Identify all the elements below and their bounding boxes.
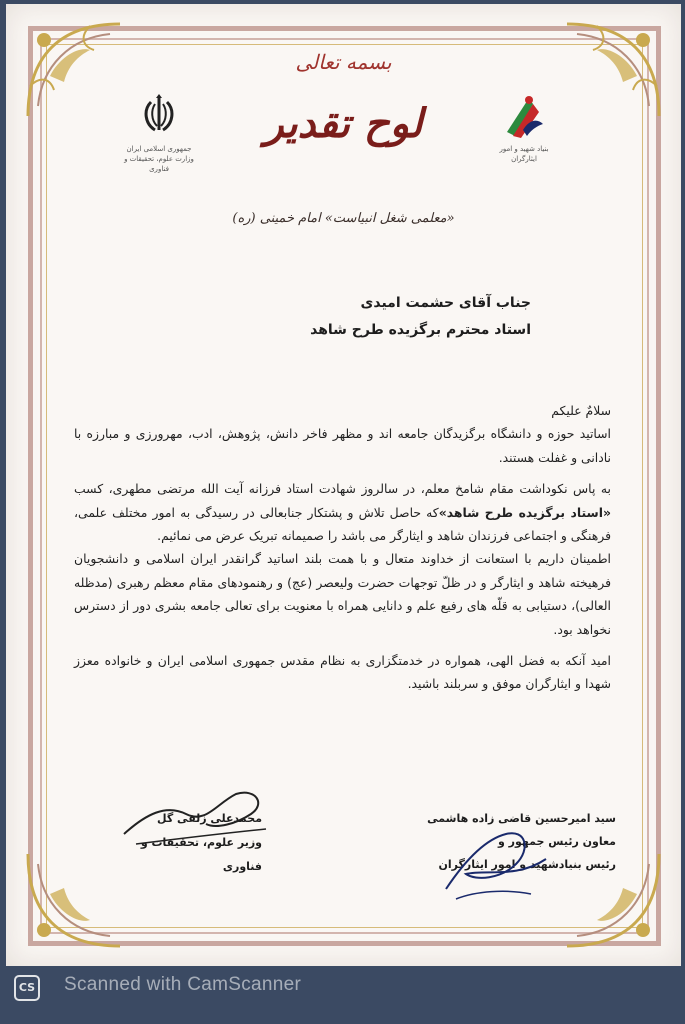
- scanner-watermark: Scanned with CamScanner: [64, 974, 302, 995]
- certificate-title: لوح تقدیر: [264, 100, 423, 147]
- ministry-caption: جمهوری اسلامی ایران: [126, 145, 192, 153]
- foundation-caption: بنیاد شهید و امور ایثارگران: [499, 145, 549, 163]
- recipient-title: استاد محترم برگزیده طرح شاهد: [310, 322, 531, 338]
- bismillah: بسمه تعالی: [295, 50, 392, 74]
- recipient-name: جناب آقای حشمت امیدی: [360, 295, 531, 311]
- signatory-title: رئیس بنیادشهید و امور ایثارگران: [438, 858, 616, 871]
- handwritten-signature-right: [436, 819, 556, 904]
- signatory-name: سید امیرحسین قاضی زاده هاشمی: [427, 812, 616, 825]
- signatory-title: معاون رئیس جمهور و: [498, 835, 616, 848]
- khomeini-quote: «معلمی شغل انبیاست» امام خمینی (ره): [232, 211, 455, 226]
- paragraph-text: که حاصل تلاش و پشتکار جنابعالی در رسیدگی به امور مختلف علمی، فرهنگی و اجتماعی فرزندان شاهد و ایثارگر می باشد را صمیمانه تبریک عرض می نمائیم.: [74, 504, 611, 544]
- paragraph: اساتید حوزه و دانشگاه برگزیدگان جامعه اند و مظهر فاخر دانش، پژوهش، ادب، مهرورزی و مبارزه با نادانی و غفلت هستند.: [74, 426, 611, 465]
- signatory-title: وزیر علوم، تحقیقات و فناوری: [140, 836, 262, 873]
- award-name: «استاد برگزیده طرح شاهد»: [438, 504, 611, 520]
- certificate-body: [74, 399, 611, 696]
- recipient-block: [131, 290, 531, 344]
- greeting: سلامٌ علیکم: [551, 403, 611, 418]
- paragraph-text: به پاس نکوداشت مقام شامخ معلم، در سالروز شهادت استاد فرزانه آیت الله مرتضی مطهری، کسب: [74, 481, 611, 497]
- paragraph: اطمینان داریم با استعانت از خداوند متعال و با همت بلند اساتید گرانقدر ایران اسلامی و دانشجویان فرهیخته شاهد و ایثارگر و در ظلّ توجهات حضرت ولیعصر (عج) و رهنمودهای مقام معظم رهبری (مدظله العالی)، دستیابی به قلّه های رفیع علم و دانایی همراه با معنویت برای تعالی جامعه بشری دور از دسترس نخواهد بود.: [74, 551, 611, 637]
- camscanner-badge: CS: [14, 975, 40, 1001]
- ministry-caption: وزارت علوم، تحقیقات و فناوری: [124, 155, 194, 173]
- paragraph: امید آنکه به فضل الهی، همواره در خدمتگزاری به نظام مقدس جمهوری اسلامی ایران و خانواده معزز شهدا و ایثارگران موفق و سربلند باشید.: [74, 653, 611, 692]
- certificate-paper: [6, 4, 681, 966]
- signatory-name: محمدعلی زلفی گل: [157, 812, 262, 825]
- paragraph: [74, 477, 611, 547]
- handwritten-signature-left: [116, 784, 276, 854]
